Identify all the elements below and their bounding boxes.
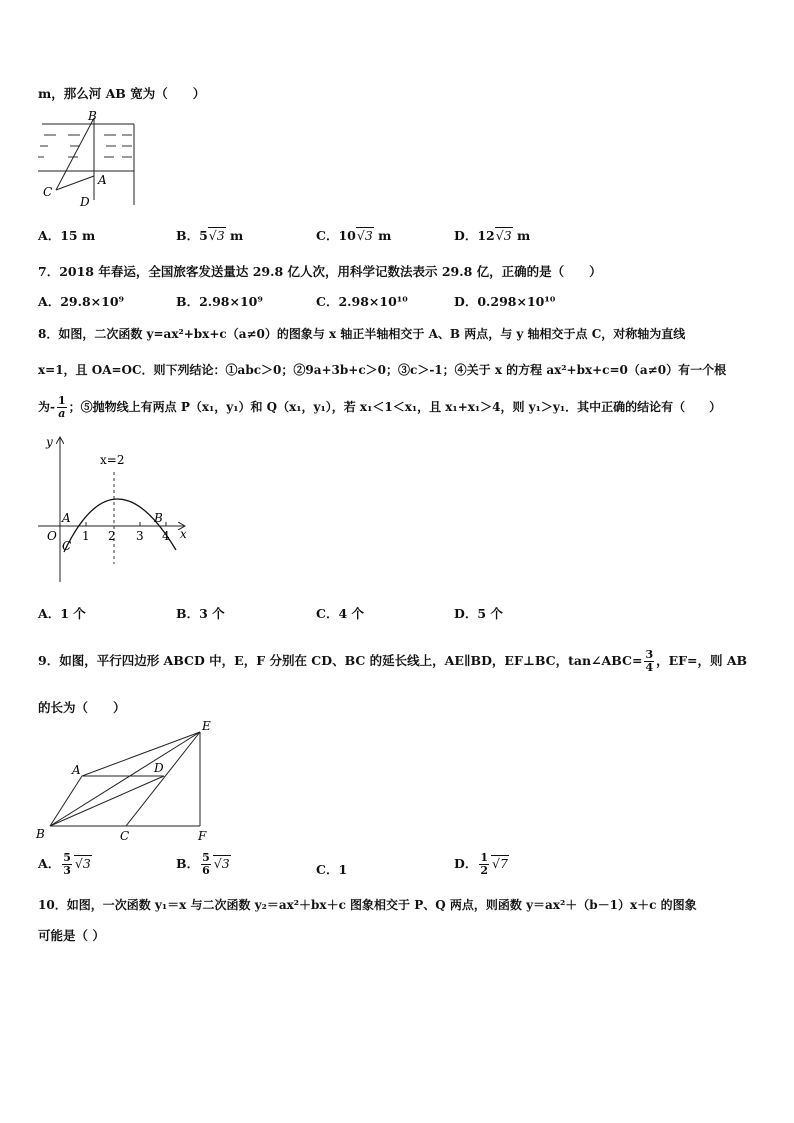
label-b: B bbox=[36, 827, 45, 841]
fraction-1-over-a: $\frac{1}{a}$ bbox=[57, 394, 66, 420]
q9-option-d: D． $\frac{1}{2}$ √7 bbox=[454, 851, 508, 877]
label-a: A bbox=[98, 173, 107, 187]
q6-stem-tail: m，那么河 AB 宽为（ ） bbox=[38, 86, 206, 101]
segment-bc bbox=[56, 118, 94, 190]
segment-cd bbox=[56, 176, 94, 190]
q8-option-d: D．5 个 bbox=[454, 606, 503, 621]
q7-stem: 7．2018 年春运，全国旅客发送量达 29.8 亿人次，用科学记数法表示 29.8 亿，正确的是（ ） bbox=[38, 264, 602, 279]
q7-option-b: B．2.98×10⁹ bbox=[176, 294, 263, 309]
q9-option-a: A． $\frac{5}{3}$ √3 bbox=[38, 851, 91, 877]
q8-stem-line3: 为- $\frac{1}{a}$ ；⑤抛物线上有两点 P（x₁，y₁）和 Q（x₁，y₁），若 x₁＜1＜x₁，且 x₁+x₁＞4，则 y₁＞y₁．其中正确的结论有（ ） bbox=[38, 394, 722, 420]
label-c: C bbox=[62, 539, 72, 553]
fraction-3-over-4: $\frac{3}{4}$ bbox=[645, 648, 654, 674]
q8-option-b: B．3 个 bbox=[176, 606, 225, 621]
label-b: B bbox=[88, 110, 97, 123]
label-f: F bbox=[198, 829, 207, 843]
label-b: B bbox=[154, 511, 163, 525]
q9-stem-line2: 的长为（ ） bbox=[38, 700, 126, 715]
q8-stem-line2: x=1，且 OA=OC．则下列结论：①abc＞0；②9a+3b+c＞0；③c＞-1；④关于 x 的方程 ax²+bx+c=0（a≠0）有一个根 bbox=[38, 363, 727, 377]
label-d: D bbox=[80, 195, 90, 209]
q8-parabola-figure bbox=[34, 432, 194, 587]
q9-option-c: C．1 bbox=[316, 862, 348, 877]
label-symmetry: x=2 bbox=[100, 453, 125, 467]
q6-figure bbox=[34, 110, 138, 210]
q6-option-b: B．5√3 m bbox=[176, 228, 244, 243]
q10-stem-line1: 10．如图，一次函数 y₁＝x 与二次函数 y₂＝ax²＋bx＋c 图象相交于 P、Q 两点，则函数 y＝ax²＋（b－1）x＋c 的图象 bbox=[38, 898, 697, 912]
label-e: E bbox=[202, 719, 211, 733]
tick-4: 4 bbox=[162, 529, 170, 543]
tick-1: 1 bbox=[82, 529, 90, 543]
q7-option-a: A．29.8×10⁹ bbox=[38, 294, 124, 309]
label-x: x bbox=[180, 527, 187, 541]
q9-stem-line1: 9．如图，平行四边形 ABCD 中，E，F 分别在 CD、BC 的延长线上，AE∥BD，EF⊥BC，tan∠ABC= $\frac{3}{4}$ ，EF=，则 AB bbox=[38, 648, 748, 674]
tick-2: 2 bbox=[108, 529, 116, 543]
q10-stem-line2: 可能是（ ） bbox=[38, 928, 105, 943]
q7-option-d: D．0.298×10¹⁰ bbox=[454, 294, 556, 309]
parabola-curve bbox=[64, 499, 176, 552]
q9-parallelogram-figure bbox=[34, 716, 218, 844]
q8-stem-line1: 8．如图，二次函数 y=ax²+bx+c（a≠0）的图象与 x 轴正半轴相交于 A、B 两点，与 y 轴相交于点 C，对称轴为直线 bbox=[38, 327, 686, 341]
q7-option-c: C．2.98×10¹⁰ bbox=[316, 294, 408, 309]
q8-option-c: C．4 个 bbox=[316, 606, 364, 621]
tick-3: 3 bbox=[136, 529, 144, 543]
label-a: A bbox=[62, 511, 71, 525]
label-c: C bbox=[43, 185, 53, 199]
q8-option-a: A．1 个 bbox=[38, 606, 86, 621]
label-a: A bbox=[72, 763, 81, 777]
segment-bd bbox=[50, 776, 164, 826]
q6-option-c: C．10√3 m bbox=[316, 228, 392, 243]
label-d: D bbox=[154, 761, 164, 775]
label-o: O bbox=[47, 529, 57, 543]
label-c: C bbox=[120, 829, 130, 843]
segment-be bbox=[50, 732, 200, 826]
q9-option-b: B． $\frac{5}{6}$ √3 bbox=[176, 851, 230, 877]
label-y: y bbox=[46, 435, 53, 449]
q6-option-a: A．15 m bbox=[38, 228, 96, 243]
q6-option-d: D．12√3 m bbox=[454, 228, 531, 243]
